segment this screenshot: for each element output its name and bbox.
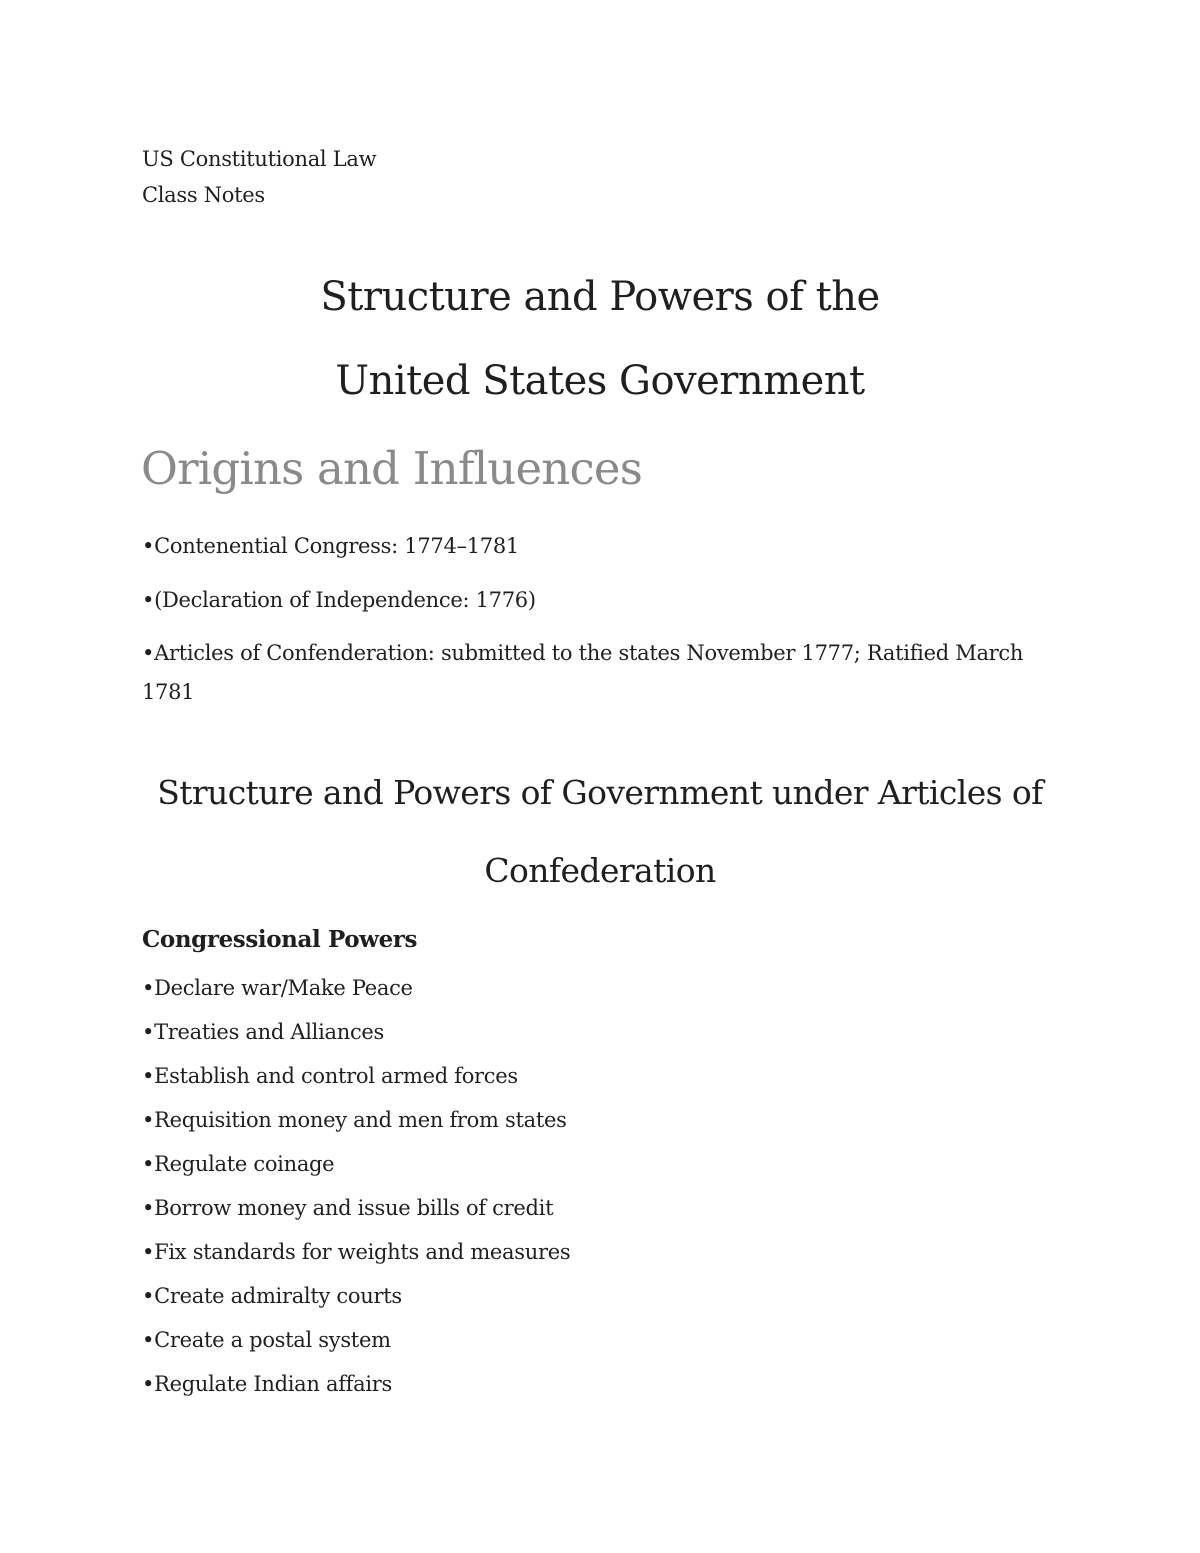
- origins-bullet-declaration: •(Declaration of Independence: 1776): [142, 588, 536, 612]
- list-item: •Declare war/Make Peace: [142, 976, 413, 1000]
- origins-bullet-continental-congress: •Contenential Congress: 1774–1781: [142, 534, 519, 558]
- origins-heading: Origins and Influences: [141, 442, 643, 495]
- list-item: •Treaties and Alliances: [142, 1020, 385, 1044]
- list-item: •Requisition money and men from states: [142, 1108, 567, 1132]
- congressional-powers-list: [142, 974, 570, 1414]
- congressional-powers-heading: Congressional Powers: [142, 926, 418, 953]
- document-title-line-2: United States Government: [335, 358, 865, 404]
- course-name: US Constitutional Law: [142, 147, 377, 171]
- list-item: •Borrow money and issue bills of credit: [142, 1196, 554, 1220]
- list-item: •Fix standards for weights and measures: [142, 1240, 571, 1264]
- list-item: •Regulate coinage: [142, 1152, 335, 1176]
- notes-label: Class Notes: [142, 183, 265, 207]
- list-item: •Create a postal system: [142, 1328, 391, 1352]
- articles-section-title-line-2: Confederation: [484, 851, 716, 890]
- list-item: •Regulate Indian affairs: [142, 1372, 392, 1396]
- list-item: •Create admiralty courts: [142, 1284, 402, 1308]
- list-item: •Establish and control armed forces: [142, 1064, 518, 1088]
- articles-section-title-line-1: Structure and Powers of Government under Articles of: [157, 773, 1043, 812]
- origins-bullet-articles: •Articles of Confenderation: submitted to the states November 1777; Ratified March 1781: [142, 641, 1024, 704]
- document-title-line-1: Structure and Powers of the: [320, 274, 880, 320]
